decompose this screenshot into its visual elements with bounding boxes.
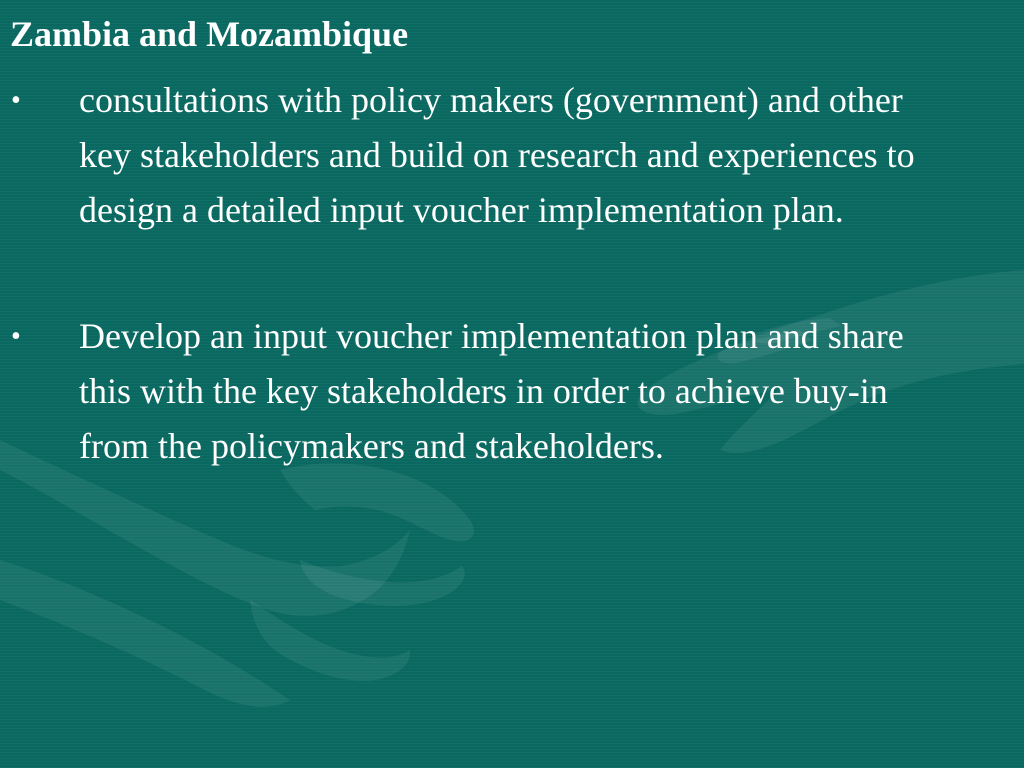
- bullet-item: [0, 73, 1000, 238]
- bullet-marker-icon: •: [11, 85, 21, 116]
- bullet-list: [0, 73, 1000, 474]
- bullet-text: consultations with policy makers (government) and other key stakeholders and build on research and experiences to design a detailed input voucher implementation plan.: [79, 80, 915, 230]
- slide-title: Zambia and Mozambique: [10, 14, 409, 54]
- bullet-marker-icon: •: [11, 321, 21, 352]
- bullet-item: [0, 309, 1000, 474]
- bullet-text: Develop an input voucher implementation plan and share this with the key stakeholders in order to achieve buy-in from the policymakers and stakeholders.: [79, 316, 904, 466]
